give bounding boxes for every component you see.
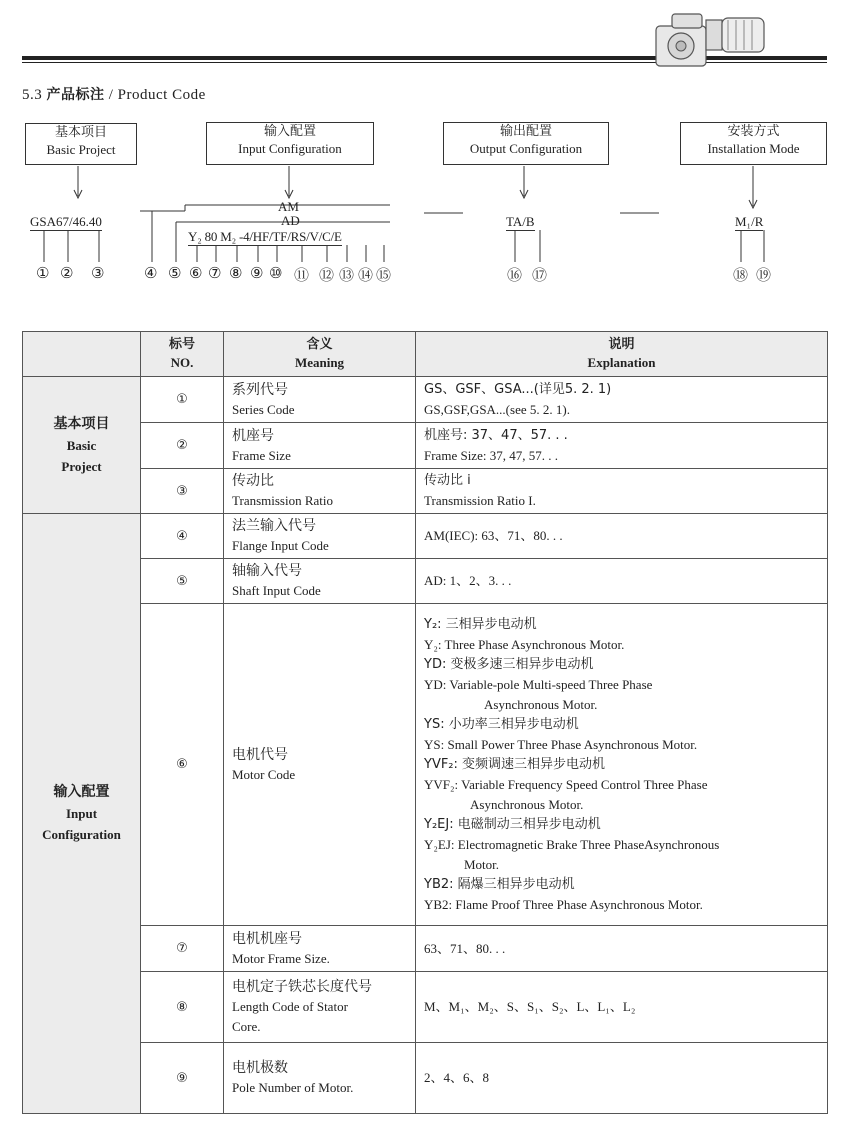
meaning-en: Series Code bbox=[232, 401, 295, 417]
marker-1: ① bbox=[36, 264, 50, 282]
expl-line: Transmission Ratio I. bbox=[424, 493, 536, 508]
input-config-box bbox=[206, 122, 374, 165]
row-explanation bbox=[416, 377, 828, 423]
row-meaning bbox=[224, 1043, 416, 1114]
expl-line: 传动比 i bbox=[424, 473, 471, 488]
expl-line: Frame Size: 37, 47, 57. . . bbox=[424, 447, 558, 463]
table-header-row bbox=[23, 332, 828, 377]
table-row bbox=[23, 514, 828, 559]
output-config-box-cn: 输出配置 bbox=[499, 124, 552, 139]
meaning-en: Pole Number of Motor. bbox=[232, 1080, 354, 1095]
expl-line: GS,GSF,GSA...(see 5. 2. 1). bbox=[424, 401, 570, 417]
row-no: ⑤ bbox=[141, 559, 224, 604]
expl-line: YB2: Flame Proof Three Phase Asynchronous Motor. bbox=[424, 896, 703, 912]
header-no bbox=[141, 332, 224, 377]
meaning-cn: 电机机座号 bbox=[232, 930, 302, 947]
row-explanation bbox=[416, 926, 828, 972]
group-basic-project bbox=[23, 377, 141, 514]
marker-4: ④ bbox=[144, 264, 158, 282]
meaning-cn: 机座号 bbox=[232, 427, 274, 444]
expl-line: YD: Variable-pole Multi-speed Three Phase bbox=[424, 676, 653, 692]
row-explanation bbox=[416, 604, 828, 926]
row-no: ① bbox=[141, 377, 224, 423]
expl-line: 63、71、80. . . bbox=[424, 940, 506, 956]
meaning-en: Transmission Ratio bbox=[232, 493, 334, 508]
meaning-cn: 电机定子铁芯长度代号 bbox=[232, 979, 372, 995]
marker-15: ⑮ bbox=[376, 266, 392, 284]
header-expl-cn: 说明 bbox=[608, 337, 635, 352]
ad-code: AD bbox=[281, 213, 300, 228]
meaning-en: Frame Size bbox=[232, 447, 291, 463]
meaning-en: Motor Frame Size. bbox=[232, 950, 330, 966]
marker-19: ⑲ bbox=[756, 266, 772, 284]
expl-line: AD: 1、2、3. . . bbox=[424, 573, 512, 588]
output-config-box-en: Output Configuration bbox=[469, 141, 583, 156]
basic-project-box-cn: 基本项目 bbox=[54, 125, 107, 140]
expl-line: YVF₂: Variable Frequency Speed Control Three Phase bbox=[424, 776, 708, 792]
marker-18: ⑱ bbox=[733, 266, 749, 284]
row-explanation bbox=[416, 559, 828, 604]
row-no: ⑥ bbox=[141, 604, 224, 926]
input-code: Y₂ 80 M₂ -4/HF/TF/RS/V/C/E bbox=[188, 229, 342, 244]
marker-16: ⑯ bbox=[507, 266, 523, 284]
expl-line: 2、4、6、8 bbox=[424, 1070, 490, 1085]
header-explanation bbox=[416, 332, 828, 377]
meaning-en-2: Core. bbox=[232, 1019, 261, 1034]
output-code: TA/B bbox=[506, 214, 535, 229]
meaning-cn: 系列代号 bbox=[232, 381, 288, 398]
expl-line: Y₂EJ: 电磁制动三相异步电动机 bbox=[424, 816, 601, 832]
meaning-cn: 传动比 bbox=[232, 473, 274, 489]
section-title-cn: 产品标注 bbox=[46, 87, 105, 103]
group-basic-cn: 基本项目 bbox=[53, 415, 110, 432]
expl-line: Y₂: 三相异步电动机 bbox=[424, 616, 537, 632]
group-input-en1: Input bbox=[65, 806, 98, 821]
row-meaning bbox=[224, 604, 416, 926]
row-no: ④ bbox=[141, 514, 224, 559]
input-config-box-cn: 输入配置 bbox=[263, 124, 316, 139]
row-no: ② bbox=[141, 423, 224, 469]
marker-6: ⑥ bbox=[189, 264, 203, 282]
table-row bbox=[23, 604, 828, 926]
meaning-en: Length Code of Stator bbox=[232, 999, 348, 1014]
marker-12: ⑫ bbox=[319, 266, 335, 284]
marker-7: ⑦ bbox=[208, 264, 222, 282]
group-input-en2: Configuration bbox=[42, 827, 121, 842]
header-meaning-en: Meaning bbox=[294, 355, 345, 370]
section-title-en: / Product Code bbox=[108, 87, 206, 103]
row-meaning bbox=[224, 559, 416, 604]
table-row bbox=[23, 377, 828, 423]
expl-line: Y₂: Three Phase Asynchronous Motor. bbox=[424, 636, 625, 652]
row-explanation bbox=[416, 1043, 828, 1114]
basic-project-box-en: Basic Project bbox=[46, 142, 116, 157]
header-meaning-cn: 含义 bbox=[306, 337, 333, 352]
header-meaning bbox=[224, 332, 416, 377]
expl-line: Asynchronous Motor. bbox=[470, 796, 584, 812]
table-row bbox=[23, 469, 828, 514]
row-no: ⑨ bbox=[141, 1043, 224, 1114]
meaning-cn: 法兰输入代号 bbox=[232, 518, 316, 534]
header-group bbox=[23, 332, 141, 377]
expl-line: Y₂EJ: Electromagnetic Brake Three PhaseAsynchronous bbox=[424, 836, 720, 852]
marker-3: ③ bbox=[91, 264, 105, 282]
group-input-cn: 输入配置 bbox=[53, 784, 110, 800]
row-explanation bbox=[416, 423, 828, 469]
expl-line: M、M₁、M₂、S、S₁、S₂、L、L₁、L₂ bbox=[424, 999, 636, 1014]
table-row bbox=[23, 423, 828, 469]
marker-13: ⑬ bbox=[339, 266, 355, 284]
row-no: ⑦ bbox=[141, 926, 224, 972]
header-no-cn: 标号 bbox=[168, 337, 195, 352]
expl-line: Motor. bbox=[464, 856, 500, 872]
expl-line: GS、GSF、GSA...(详见5. 2. 1) bbox=[424, 381, 612, 397]
table-row bbox=[23, 972, 828, 1043]
expl-line: Asynchronous Motor. bbox=[484, 696, 598, 712]
output-config-box bbox=[443, 122, 609, 165]
install-code: M₁/R bbox=[735, 214, 764, 229]
row-meaning bbox=[224, 423, 416, 469]
row-no: ③ bbox=[141, 469, 224, 514]
group-input-config bbox=[23, 514, 141, 1114]
table-row bbox=[23, 559, 828, 604]
expl-line: YVF₂: 变频调速三相异步电动机 bbox=[424, 756, 606, 772]
meaning-en: Shaft Input Code bbox=[232, 583, 321, 598]
marker-14: ⑭ bbox=[358, 266, 374, 284]
expl-line: YS: 小功率三相异步电动机 bbox=[424, 716, 579, 732]
product-code-table bbox=[22, 331, 828, 1114]
row-meaning bbox=[224, 972, 416, 1043]
installation-mode-box bbox=[680, 122, 827, 165]
marker-2: ② bbox=[60, 264, 74, 282]
expl-line: YB2: 隔爆三相异步电动机 bbox=[424, 876, 575, 892]
row-meaning bbox=[224, 926, 416, 972]
row-meaning bbox=[224, 377, 416, 423]
expl-line: AM(IEC): 63、71、80. . . bbox=[424, 528, 563, 543]
meaning-cn: 电机极数 bbox=[232, 1060, 288, 1076]
meaning-en: Motor Code bbox=[232, 766, 296, 782]
group-basic-en1: Basic bbox=[66, 437, 97, 453]
marker-8: ⑧ bbox=[229, 264, 243, 282]
marker-10: ⑩ bbox=[269, 264, 283, 282]
row-explanation bbox=[416, 514, 828, 559]
section-number: 5.3 bbox=[22, 87, 43, 103]
table-row bbox=[23, 1043, 828, 1114]
basic-code: GSA67/46.40 bbox=[30, 214, 102, 229]
am-code: AM bbox=[278, 199, 299, 214]
header-expl-en: Explanation bbox=[587, 355, 656, 370]
row-no: ⑧ bbox=[141, 972, 224, 1043]
header-no-en: NO. bbox=[170, 355, 194, 370]
expl-line: 机座号: 37、47、57. . . bbox=[424, 427, 568, 443]
marker-5: ⑤ bbox=[168, 264, 182, 282]
meaning-cn: 电机代号 bbox=[232, 746, 288, 763]
row-meaning bbox=[224, 514, 416, 559]
row-explanation bbox=[416, 972, 828, 1043]
marker-9: ⑨ bbox=[250, 264, 264, 282]
basic-project-box bbox=[25, 123, 137, 165]
expl-line: YS: Small Power Three Phase Asynchronous Motor. bbox=[424, 736, 698, 752]
input-config-box-en: Input Configuration bbox=[238, 141, 342, 156]
group-basic-en2: Project bbox=[61, 458, 102, 474]
table-row bbox=[23, 926, 828, 972]
meaning-en: Flange Input Code bbox=[232, 538, 329, 553]
installation-mode-box-cn: 安装方式 bbox=[727, 124, 780, 139]
row-explanation bbox=[416, 469, 828, 514]
row-meaning bbox=[224, 469, 416, 514]
meaning-cn: 轴输入代号 bbox=[232, 563, 302, 579]
marker-17: ⑰ bbox=[532, 266, 548, 284]
expl-line: YD: 变极多速三相异步电动机 bbox=[424, 656, 594, 672]
marker-11: ⑪ bbox=[294, 266, 310, 284]
installation-mode-box-en: Installation Mode bbox=[707, 141, 800, 156]
